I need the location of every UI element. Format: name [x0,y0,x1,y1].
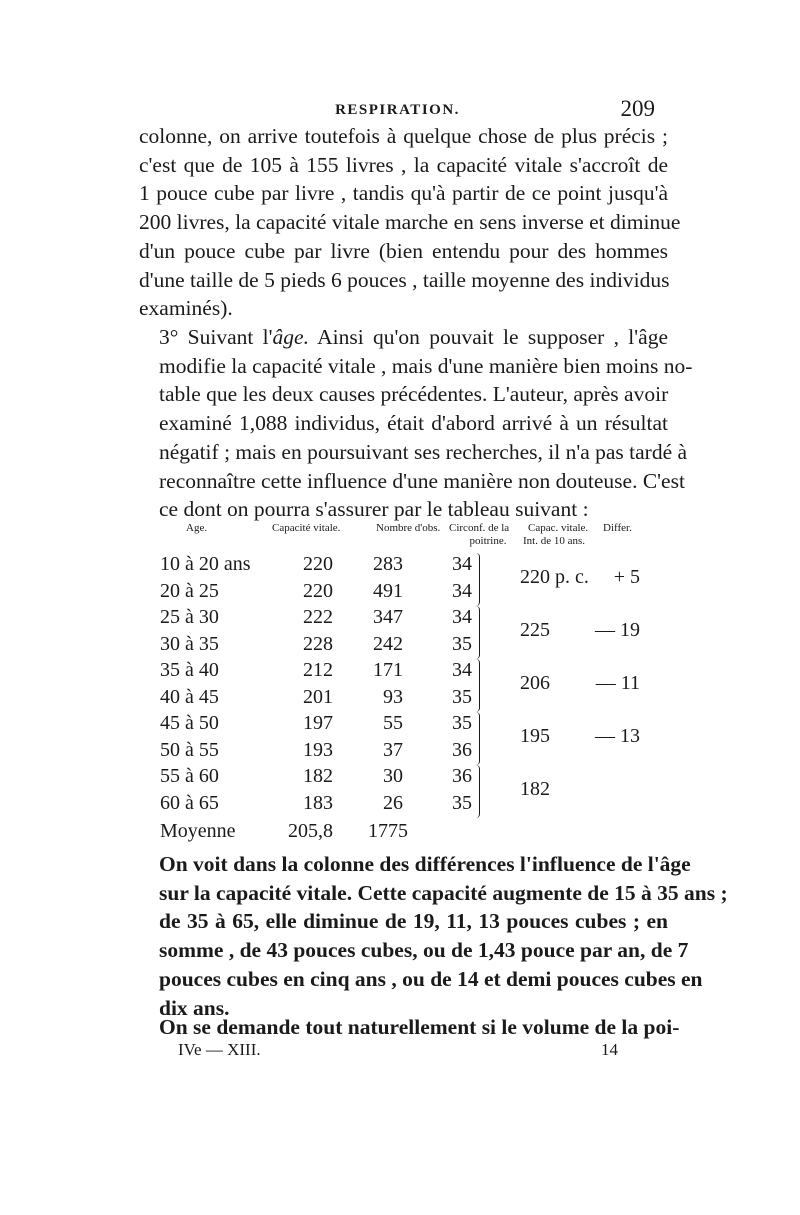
diff-group-cell: — 11 [595,672,640,695]
brace-mark [476,712,480,765]
text-line: pouces cubes en cinq ans , ou de 14 et demi pouces cubes en [159,966,703,991]
capacity-cell: 201 [303,685,333,708]
text-line: 200 livres, la capacité vitale marche en sens inverse et diminue [139,210,681,235]
header-count: Nombre d'obs. [376,522,441,534]
text-line: d'un pouce cube par livre (bien entendu pour des hommes [139,238,668,263]
header-chest: Circonf. de la [449,522,510,534]
mean-label: Moyenne [160,820,236,842]
capacity-cell: 193 [303,738,333,761]
header-chest-line2: poitrine. [469,535,507,547]
count-cell: 283 [373,553,403,575]
capacity-cell: 222 [303,606,333,628]
text-line: On voit dans la colonne des différences l'influence de l'âge [159,852,691,876]
chest-cell: 34 [452,659,472,681]
count-cell: 37 [383,738,403,761]
age-cell: 10 à 20 ans [160,553,251,575]
count-cell: 26 [383,791,403,814]
text-line: dix ans. [159,995,230,1020]
text-line: somme , de 43 pouces cubes, ou de 1,43 pouce par an, de 7 [159,938,689,963]
vital-group-cell: 220 p. c. [520,566,589,589]
header-vital-line2: Int. de 10 ans. [523,535,586,547]
text-line: examiné 1,088 individus, était d'abord arrivé à un résultat [159,411,668,436]
mean-capacity: 205,8 [288,820,333,842]
capacity-cell: 220 [303,553,333,575]
chest-cell: 36 [452,738,472,761]
vital-group-cell: 182 [520,778,550,801]
text-line: négatif ; mais en poursuivant ses recherches, il n'a pas tardé à [159,439,688,464]
text-line: 1 pouce cube par livre , tandis qu'à partir de ce point jusqu'à [139,181,668,206]
diff-group-cell: — 13 [595,725,640,748]
count-cell: 93 [383,685,403,708]
header-capacity: Capacité vitale. [272,522,341,534]
diff-group-cell: — 19 [595,619,640,642]
age-cell: 50 à 55 [160,738,219,761]
chest-cell: 34 [452,606,472,628]
text-line: reconnaître cette influence d'une manière non douteuse. C'est [159,468,685,493]
header-vital: Capac. vitale. [528,522,589,534]
page-number: 209 [620,96,655,121]
running-title: RESPIRATION. [335,102,460,118]
section-lead: 3° Suivant l' [159,325,273,349]
text-line: colonne, on arrive toutefois à quelque chose de plus précis ; [139,124,668,148]
text-line: sur la capacité vitale. Cette capacité augmente de 15 à 35 ans ; [159,880,728,905]
capacity-cell: 212 [303,659,333,681]
text-line: modifie la capacité vitale , mais d'une manière bien moins no- [159,353,693,378]
age-cell: 45 à 50 [160,712,219,734]
brace-mark [476,765,480,818]
age-cell: 20 à 25 [160,579,219,602]
brace-mark [476,553,480,606]
vital-group-cell: 225 [520,619,550,642]
age-cell: 25 à 30 [160,606,219,628]
chest-cell: 35 [452,632,472,655]
text-line: d'une taille de 5 pieds 6 pouces , taille moyenne des individus [139,267,670,292]
chest-cell: 34 [452,553,472,575]
page-footer [178,1040,618,1064]
section-keyword: âge. [272,325,309,349]
paragraph-chest [139,1013,680,1042]
text-line: c'est que de 105 à 155 livres , la capacité vitale s'accroît de [139,152,668,177]
mean-count: 1775 [368,820,408,842]
chest-cell: 34 [452,579,472,602]
age-cell: 55 à 60 [160,765,219,787]
folio-number: 14 [601,1040,618,1059]
age-cell: 40 à 45 [160,685,219,708]
text-line: On se demande tout naturellement si le volume de la poi- [159,1015,680,1039]
count-cell: 30 [383,765,403,787]
text-fragment: Ainsi qu'on pouvait le supposer , l'âge [308,325,668,349]
signature-mark: IVe — XIII. [178,1040,261,1059]
chest-cell: 35 [452,712,472,734]
count-cell: 347 [373,606,403,628]
count-cell: 171 [373,659,403,681]
brace-mark [476,659,480,712]
count-cell: 242 [373,632,403,655]
chest-cell: 35 [452,685,472,708]
header-age: Age. [186,522,208,534]
vital-group-cell: 195 [520,725,550,748]
capacity-cell: 197 [303,712,333,734]
chest-cell: 36 [452,765,472,787]
chest-cell: 35 [452,791,472,814]
brace-mark [476,606,480,659]
diff-group-cell: + 5 [613,566,640,589]
capacity-cell: 183 [303,791,333,814]
capacity-cell: 228 [303,632,333,655]
age-cell: 60 à 65 [160,791,219,814]
text-line: examinés). [139,296,233,321]
text-line: table que les deux causes précédentes. L'auteur, après avoir [159,382,669,407]
header-diff: Differ. [603,522,632,534]
age-cell: 30 à 35 [160,632,219,655]
count-cell: 55 [383,712,403,734]
text-line: de 35 à 65, elle diminue de 19, 11, 13 pouces cubes ; en [159,909,668,934]
text-line: ce dont on pourra s'assurer par le tableau suivant : [159,497,589,522]
paragraph-differences [139,850,728,1022]
vital-group-cell: 206 [520,672,550,695]
count-cell: 491 [373,579,403,602]
capacity-cell: 182 [303,765,333,787]
age-cell: 35 à 40 [160,659,219,681]
capacity-cell: 220 [303,579,333,602]
